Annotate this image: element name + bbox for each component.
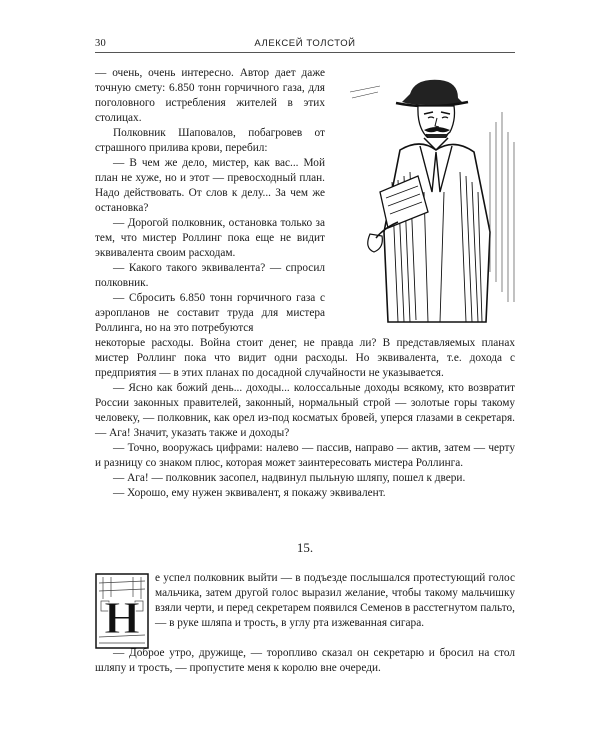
chapter-text bbox=[95, 646, 515, 676]
page-number: 30 bbox=[95, 38, 107, 49]
header-rule bbox=[95, 52, 515, 53]
initial-letter: Н bbox=[104, 592, 140, 643]
paragraph: — Ага! — полковник засопел, надвинул пыльную шляпу, пошел к двери. bbox=[113, 472, 466, 484]
paragraph: е успел полковник выйти — в подъезде послышался протестующий голос мальчика, затем другой голос выразил желание, чтобы такому мальчишку взяли черти, и перед секретарем появился Семенов в расстегнутом пальто, — в руке шляпа и трость, в углу рта изжеванная сигара. bbox=[155, 572, 515, 629]
paragraph: — Какого такого эквивалента? — спросил полковник. bbox=[95, 262, 325, 289]
chapter-first-paragraph bbox=[155, 571, 515, 631]
paragraph: — Сбросить 6.850 тонн горчичного газа с аэропланов не составит труда для мистера Роллинга, но на это потребуются bbox=[95, 292, 325, 334]
text-column bbox=[95, 66, 325, 336]
colonel-illustration bbox=[340, 72, 520, 330]
chapter-heading: 15. bbox=[296, 540, 314, 555]
running-title: АЛЕКСЕЙ ТОЛСТОЙ bbox=[254, 38, 356, 49]
paragraph: — Хорошо, ему нужен эквивалент, я покажу эквивалент. bbox=[113, 487, 386, 499]
page-header bbox=[95, 38, 515, 52]
text-full-width bbox=[95, 336, 515, 501]
paragraph: некоторые расходы. Война стоит денег, не правда ли? В представляемых планах мистер Роллинг пока что видит одни расходы. Но эквивалента, т.е. дохода с предприятия — в этих планах по досадной случайности не указывается. bbox=[95, 337, 515, 379]
paragraph: — Ясно как божий день... доходы... колоссальные доходы всякому, кто возвратит России законных правителей, законный, нормальный строй — золотые горы такому человеку, — полковник, как орел из-под косматых бровей, уперся глазами в секретаря. — Ага! Значит, указать также и доходы? bbox=[95, 382, 515, 439]
paragraph: — Дорогой полковник, остановка только за тем, что мистер Роллинг пока еще не видит эквивалента своим расходам. bbox=[95, 217, 325, 259]
paragraph: Полковник Шаповалов, побагровев от страшного прилива крови, перебил: bbox=[95, 127, 325, 154]
drop-cap-initial bbox=[95, 573, 149, 649]
paragraph: — очень, очень интересно. Автор дает даже точную смету: 6.850 тонн горчичного газа, для поголовного истребления жителей в этих столицах. bbox=[95, 67, 325, 124]
paragraph: — Точно, вооружась цифрами: налево — пассив, направо — актив, затем — черту и разницу со знаком плюс, которая может заинтересовать мистера Роллинга. bbox=[95, 442, 515, 469]
paragraph: — В чем же дело, мистер, как вас... Мой план не хуже, но и этот — превосходный план. Надо действовать. От слов к делу... За чем же остановка? bbox=[95, 157, 325, 214]
paragraph: — Доброе утро, дружище, — торопливо сказал он секретарю и бросил на стол шляпу и трость, — пропустите меня к королю вне очереди. bbox=[95, 647, 515, 674]
